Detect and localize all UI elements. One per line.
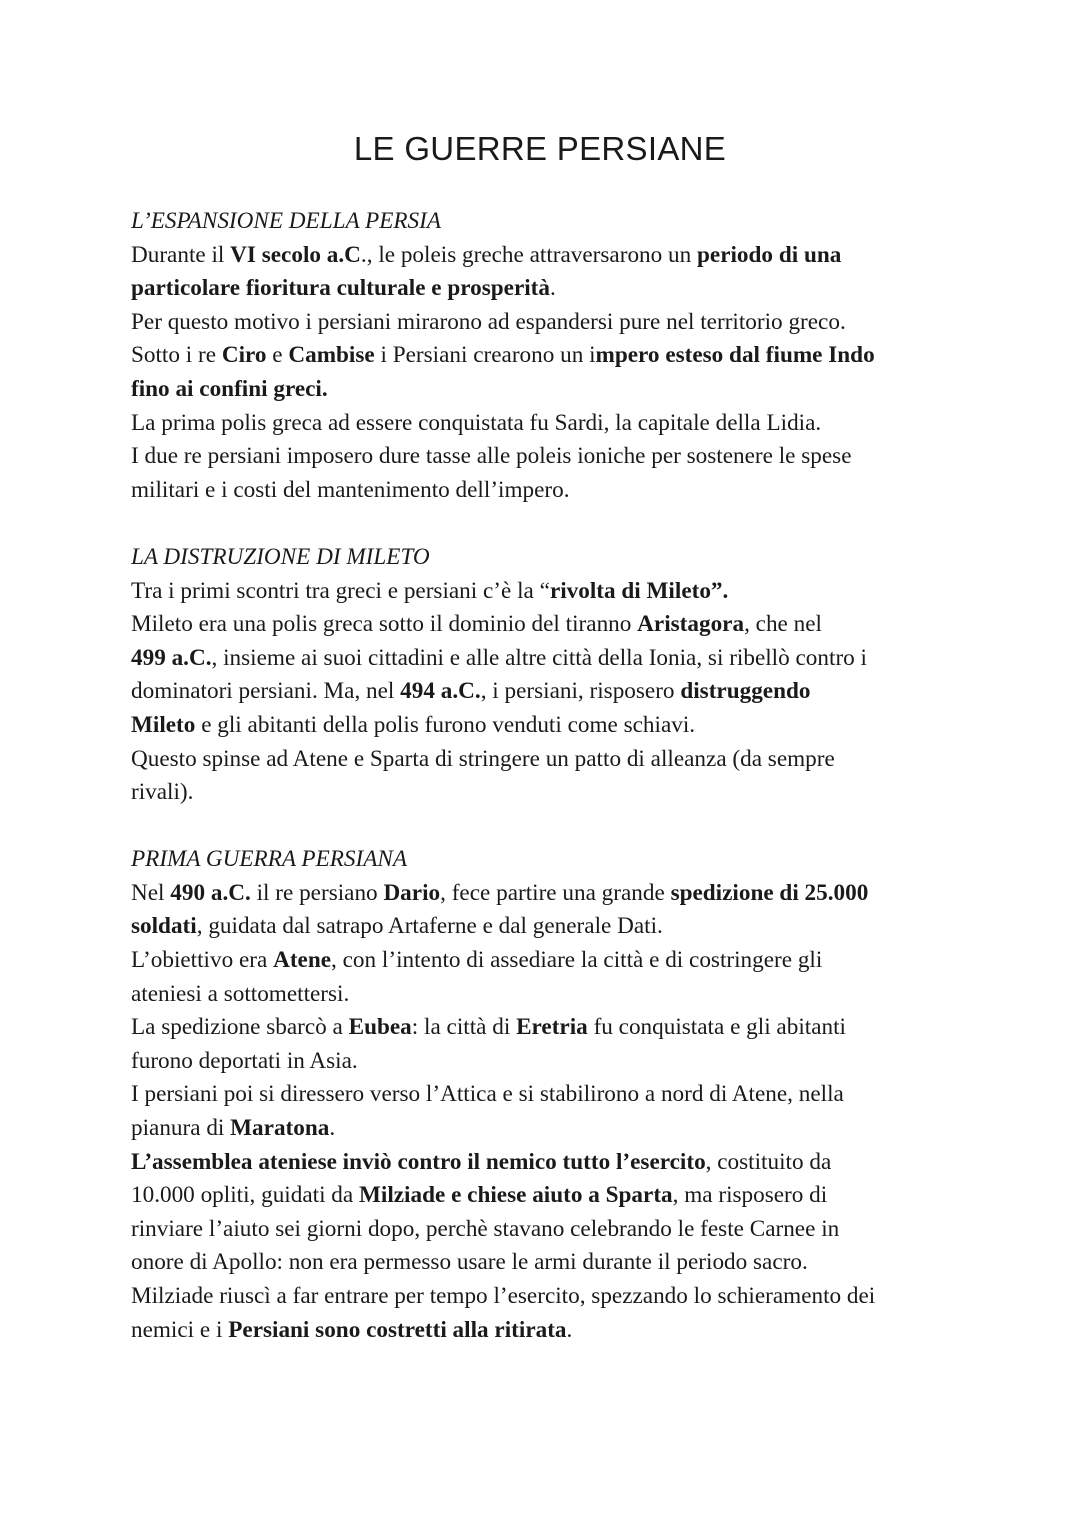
bold-text: 490 a.C. [170,879,251,906]
paragraph-line [131,373,971,407]
text-run: La prima polis greca ad essere conquistata fu Sardi, la capitale della Lidia. [131,409,822,436]
text-run: ., le poleis greche attraversarono un [360,241,698,268]
text-run: i Persiani crearono un i [374,342,596,369]
text-run: Questo spinse ad Atene e Sparta di stringere un patto di alleanza (da sempre [131,745,835,772]
text-run: La spedizione sbarcò a [131,1014,349,1041]
bold-text: Atene [273,947,332,974]
text-run: Durante il [131,241,231,268]
paragraph-line [131,608,971,642]
paragraph-line [131,1314,971,1348]
text-run: , con l’intento di assediare la città e di costringere gli [331,947,823,974]
paragraph-line [131,642,971,676]
text-run: pianura di [131,1115,231,1142]
text-run: , guidata dal satrapo Artaferne e dal generale Dati. [196,913,663,940]
text-run: il re persiano [250,879,384,906]
text-run: , insieme ai suoi cittadini e alle altre città della Ionia, si ribellò contro i [211,644,867,671]
paragraph-line [131,1280,971,1314]
bold-text: Eretria [516,1014,588,1041]
paragraph-line [131,575,971,609]
paragraph-line [131,776,971,810]
bold-text: Maratona [230,1115,330,1142]
paragraph-line [131,1213,971,1247]
paragraph-line [131,978,971,1012]
paragraph-line [131,944,971,978]
bold-text: Ciro [221,342,267,369]
text-run: . [329,1115,336,1142]
paragraph-line [131,407,971,441]
bold-text: Persiani sono costretti alla ritirata [228,1316,567,1343]
text-run: I persiani poi si diressero verso l’Attica e si stabilirono a nord di Atene, nella [131,1081,844,1108]
text-run: L’obiettivo era [131,947,274,974]
text-run: nemici e i [131,1316,229,1343]
paragraph-line [131,1078,971,1112]
bold-text: mpero esteso dal fiume Indo [595,342,875,369]
document-body [131,205,971,1381]
bold-text: Aristagora [637,611,745,638]
paragraph-line [131,272,971,306]
section-heading: PRIMA GUERRA PERSIANA [131,846,408,873]
paragraph-line [131,1045,971,1079]
text-run: Sotto i re [131,342,222,369]
bold-text: rivolta di Mileto”. [549,577,729,604]
paragraph-line [131,1011,971,1045]
section [131,843,971,1347]
text-run: : la città di [411,1014,517,1041]
paragraph-line [131,877,971,911]
bold-text: 494 a.C. [400,678,481,705]
paragraph-line [131,339,971,373]
bold-text: distruggendo [680,678,811,705]
text-run: , ma risposero di [672,1182,828,1209]
bold-text: periodo di una [697,241,842,268]
text-run: . [550,275,556,302]
text-run: furono deportati in Asia. [131,1047,358,1074]
text-run: militari e i costi del mantenimento dell’impero. [131,476,570,503]
paragraph-line [131,440,971,474]
bold-text: Dario [383,879,441,906]
paragraph-line [131,474,971,508]
bold-text: Mileto [131,711,196,738]
text-run: fu conquistata e gli abitanti [587,1014,846,1041]
page-title: LE GUERRE PERSIANE [353,130,727,167]
text-run: onore di Apollo: non era permesso usare le armi durante il periodo sacro. [131,1249,808,1276]
paragraph-line [131,239,971,273]
paragraph-line [131,1146,971,1180]
paragraph-line [131,743,971,777]
section [131,541,971,810]
text-run: e gli abitanti della polis furono venduti come schiavi. [195,711,696,738]
text-run: Per questo motivo i persiani mirarono ad espandersi pure nel territorio greco. [131,308,846,335]
text-run: Milziade riuscì a far entrare per tempo l’esercito, spezzando lo schieramento dei [131,1283,876,1309]
text-run: dominatori persiani. Ma, nel [131,678,401,705]
bold-text: 499 a.C. [131,644,212,671]
bold-text: particolare fioritura culturale e prosperità [131,275,550,302]
text-run: Nel [131,879,171,906]
paragraph-line [131,1246,971,1280]
bold-text: soldati [131,913,197,940]
text-run: , i persiani, risposero [480,678,681,705]
text-run: , fece partire una grande [440,879,671,906]
paragraph-line [131,910,971,944]
text-run: I due re persiani imposero dure tasse alle poleis ioniche per sostenere le spese [131,443,852,470]
text-run: , costituito da [705,1148,832,1175]
paragraph-line [131,675,971,709]
text-run: rinviare l’aiuto sei giorni dopo, perchè stavano celebrando le feste Carnee in [131,1215,840,1242]
paragraph-line [131,709,971,743]
bold-text: spedizione di 25.000 [670,879,869,906]
bold-text: fino ai confini greci. [131,375,328,402]
section-heading: LA DISTRUZIONE DI MILETO [131,543,430,570]
text-run: , che nel [744,611,822,638]
bold-text: Cambise [288,342,375,369]
text-run: 10.000 opliti, guidati da [131,1182,359,1209]
bold-text: Milziade e chiese aiuto a Sparta [359,1182,673,1209]
section-heading: L’ESPANSIONE DELLA PERSIA [131,208,442,234]
paragraph-line [131,1179,971,1213]
section [131,205,971,507]
bold-text: VI secolo a.C [230,241,361,268]
paragraph-line [131,1112,971,1146]
bold-text: Eubea [348,1014,412,1041]
text-run: ateniesi a sottomettersi. [131,980,350,1007]
text-run: Tra i primi scontri tra greci e persiani c’è la “ [131,577,550,604]
text-run: e [266,342,289,369]
paragraph-line [131,306,971,340]
text-run: Mileto era una polis greca sotto il dominio del tiranno [131,611,638,638]
text-run: rivali). [131,779,194,806]
bold-text: L’assemblea ateniese inviò contro il nemico tutto l’esercito [131,1148,706,1175]
text-run: . [566,1316,573,1343]
